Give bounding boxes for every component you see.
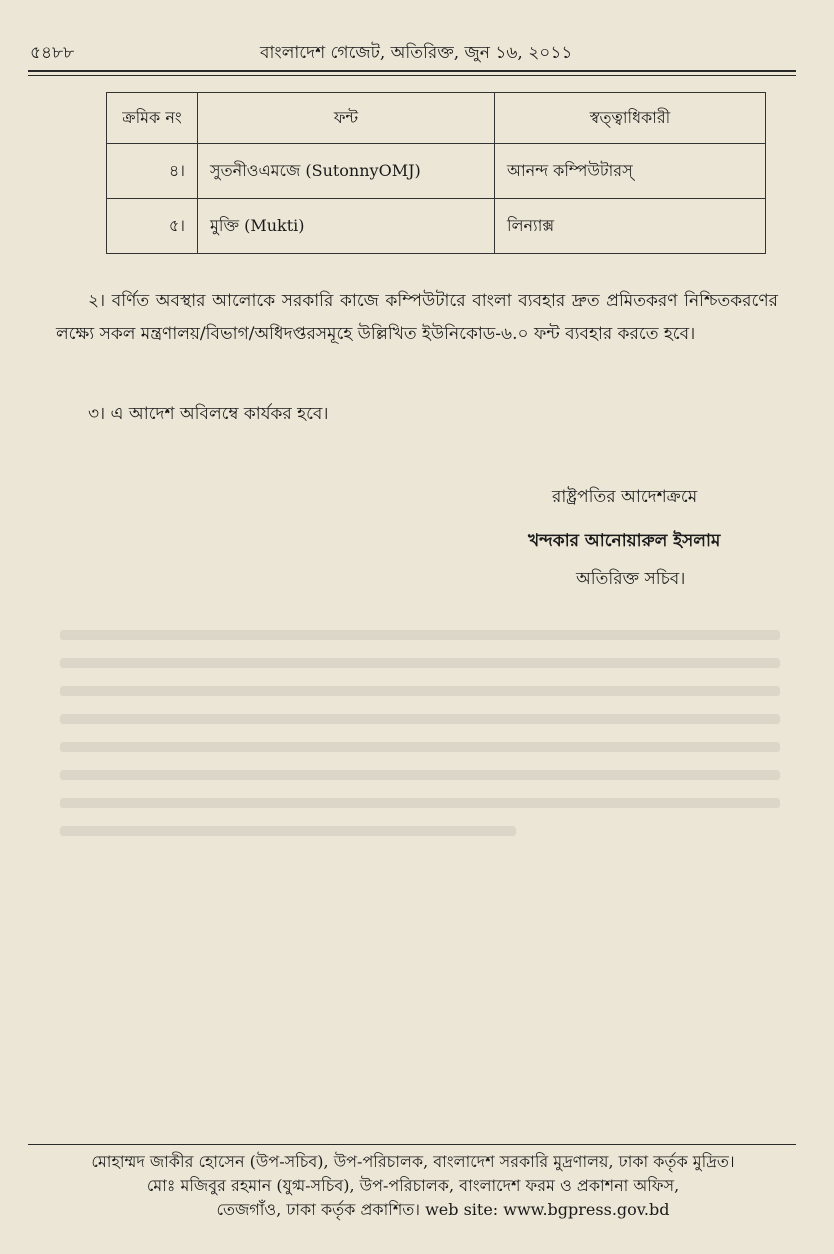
signatory-name: খন্দকার আনোয়ারুল ইসলাম bbox=[528, 531, 721, 551]
page-header bbox=[28, 36, 798, 66]
cell-font: সুতনীওএমজে (SutonnyOMJ) bbox=[198, 144, 495, 199]
cell-owner: লিন্যাক্স bbox=[495, 199, 766, 254]
page-footer bbox=[28, 1150, 798, 1222]
bleed-through-shadow bbox=[40, 600, 800, 1140]
signatory-designation: অতিরিক্ত সচিব। bbox=[576, 569, 686, 589]
header-rule bbox=[28, 70, 796, 72]
footer-website-line: তেজগাঁও, ঢাকা কর্তৃক প্রকাশিত। web site: www.bgpress.gov.bd bbox=[216, 1200, 670, 1219]
paragraph-3-text: ৩। এ আদেশ অবিলম্বে কার্যকর হবে। bbox=[88, 404, 329, 424]
column-header-font: ফন্ট bbox=[198, 93, 495, 144]
table-row bbox=[107, 144, 766, 199]
column-header-owner: স্বত্ত্বাধিকারী bbox=[495, 93, 766, 144]
paragraph-2 bbox=[56, 285, 778, 351]
table-row bbox=[107, 199, 766, 254]
order-line: রাষ্ট্রপতির আদেশক্রমে bbox=[552, 487, 698, 507]
footer-publisher-line: মোঃ মজিবুর রহমান (যুগ্ম-সচিব), উপ-পরিচালক, বাংলাদেশ ফরম ও প্রকাশনা অফিস, bbox=[146, 1176, 680, 1195]
paragraph-3 bbox=[56, 398, 778, 431]
paragraph-2-text: ২। বর্ণিত অবস্থার আলোকে সরকারি কাজে কম্পিউটারে বাংলা ব্যবহার দ্রুত প্রমিতকরণ নিশ্চিতকরণের লক্ষ্যে সকল মন্ত্রণালয়/বিভাগ/অধিদপ্তরসমূহে উল্লিখিত ইউনিকোড-৬.০ ফন্ট ব্যবহার করতে হবে। bbox=[56, 291, 778, 344]
cell-owner: আনন্দ কম্পিউটারস্ bbox=[495, 144, 766, 199]
page-number: ৫৪৮৮ bbox=[30, 43, 75, 63]
font-table bbox=[106, 92, 766, 254]
header-rule-thin bbox=[28, 75, 796, 76]
cell-serial: ৪। bbox=[107, 144, 198, 199]
running-title: বাংলাদেশ গেজেট, অতিরিক্ত, জুন ১৬, ২০১১ bbox=[260, 43, 573, 63]
footer-printer-line: মোহাম্মদ জাকীর হোসেন (উপ-সচিব), উপ-পরিচালক, বাংলাদেশ সরকারি মুদ্রণালয়, ঢাকা কর্তৃক মুদ্রিত। bbox=[91, 1152, 735, 1171]
footer-rule bbox=[28, 1144, 796, 1145]
table-header-row bbox=[107, 93, 766, 144]
cell-font: মুক্তি (Mukti) bbox=[198, 199, 495, 254]
cell-serial: ৫। bbox=[107, 199, 198, 254]
column-header-serial: ক্রমিক নং bbox=[107, 93, 198, 144]
